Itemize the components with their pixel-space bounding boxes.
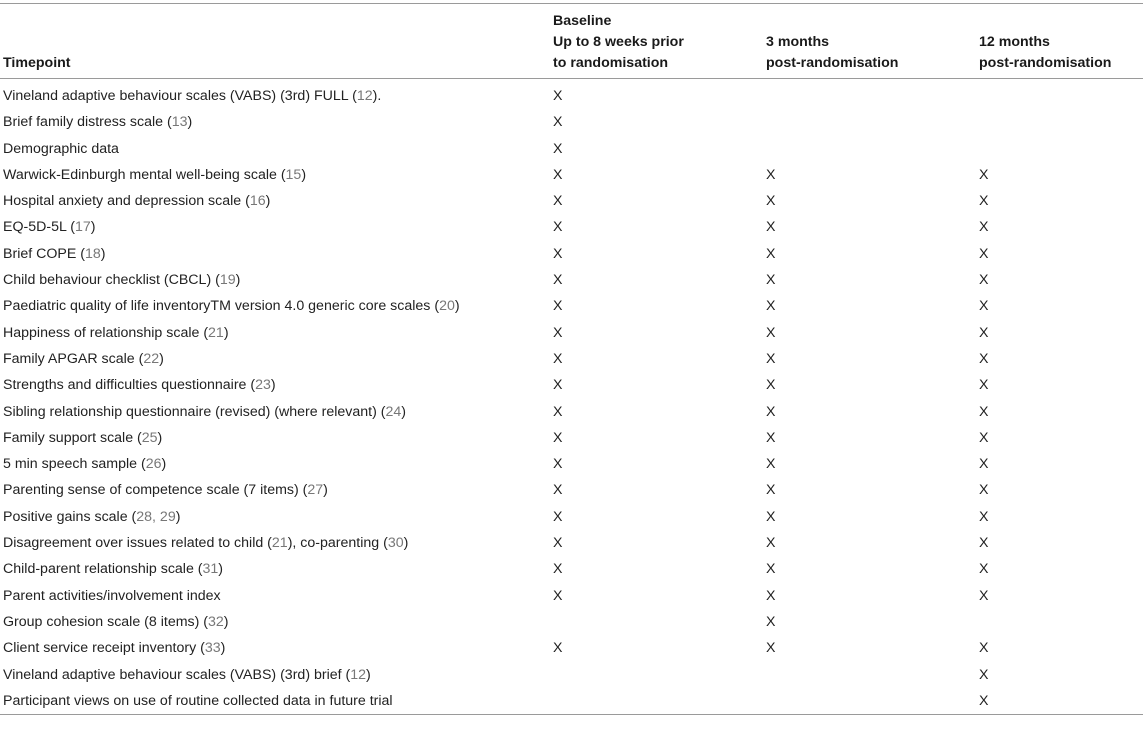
reference-link[interactable]: 12 bbox=[356, 88, 373, 104]
table-row bbox=[0, 372, 1143, 398]
baseline-mark: X bbox=[553, 456, 563, 473]
table-row bbox=[0, 136, 1143, 162]
measure-suffix: ) bbox=[223, 613, 229, 630]
table-header bbox=[0, 4, 1143, 79]
measure-suffix: ) bbox=[270, 377, 276, 394]
twelve-month-mark bbox=[979, 109, 1143, 135]
reference-link[interactable]: 13 bbox=[171, 114, 188, 131]
measure-suffix: ) bbox=[403, 535, 409, 552]
measure-text: Happiness of relationship scale ( bbox=[3, 324, 209, 341]
measure-text: Brief family distress scale ( bbox=[3, 114, 172, 131]
reference-link[interactable]: 33 bbox=[204, 640, 221, 657]
measure-suffix: ) bbox=[100, 245, 106, 262]
baseline-mark: X bbox=[553, 429, 563, 446]
measure-cell bbox=[0, 504, 553, 530]
three-month-mark: X bbox=[766, 456, 776, 473]
table-row bbox=[0, 662, 1143, 688]
twelve-month-mark bbox=[979, 136, 1143, 162]
twelve-month-mark: X bbox=[979, 482, 989, 499]
measure-cell bbox=[0, 346, 553, 372]
table-row bbox=[0, 109, 1143, 135]
measure-text: Sibling relationship questionnaire (revised) (where relevant) ( bbox=[3, 403, 386, 420]
measure-text: Warwick-Edinburgh mental well-being scale ( bbox=[3, 166, 286, 183]
reference-link[interactable]: 23 bbox=[255, 377, 271, 394]
header-baseline-group: Baseline bbox=[553, 13, 612, 29]
measure-text: Family APGAR scale ( bbox=[3, 350, 144, 367]
three-month-mark: X bbox=[766, 219, 776, 236]
measure-text: Group cohesion scale (8 items) ( bbox=[3, 613, 209, 630]
three-month-mark: X bbox=[766, 508, 776, 525]
baseline-mark: X bbox=[553, 114, 563, 131]
table-row bbox=[0, 635, 1143, 661]
measure-cell bbox=[0, 530, 553, 556]
reference-link[interactable]: 20 bbox=[439, 298, 455, 315]
table-row bbox=[0, 688, 1143, 715]
baseline-mark: X bbox=[553, 587, 563, 604]
measure-text: Paediatric quality of life inventoryTM version 4.0 generic core scales ( bbox=[3, 298, 440, 315]
table-row bbox=[0, 609, 1143, 635]
header-3m-line2: post-randomisation bbox=[766, 55, 899, 71]
measure-suffix: ) bbox=[218, 561, 224, 578]
measure-cell bbox=[0, 372, 553, 398]
three-month-mark: X bbox=[766, 561, 776, 578]
measure-suffix: ) bbox=[223, 324, 229, 341]
three-month-mark: X bbox=[766, 272, 776, 289]
table-row bbox=[0, 79, 1143, 110]
measure-text: Hospital anxiety and depression scale ( bbox=[3, 193, 250, 210]
measure-suffix: ). bbox=[372, 88, 382, 104]
three-month-mark bbox=[766, 688, 979, 715]
measure-cell bbox=[0, 136, 553, 162]
measure-cell bbox=[0, 320, 553, 346]
twelve-month-mark: X bbox=[979, 219, 989, 236]
reference-link[interactable]: 16 bbox=[249, 193, 266, 210]
three-month-mark: X bbox=[766, 350, 776, 367]
table-row bbox=[0, 583, 1143, 609]
measure-text: Participant views on use of routine collected data in future trial bbox=[3, 692, 393, 709]
twelve-month-mark bbox=[979, 609, 1143, 635]
reference-link[interactable]: 25 bbox=[141, 429, 158, 446]
measure-cell bbox=[0, 79, 553, 110]
measure-suffix: ) bbox=[301, 166, 307, 183]
twelve-month-mark: X bbox=[979, 429, 989, 446]
table-row bbox=[0, 530, 1143, 556]
measure-text: Child-parent relationship scale ( bbox=[3, 561, 203, 578]
twelve-month-mark: X bbox=[979, 350, 989, 367]
three-month-mark: X bbox=[766, 587, 776, 604]
three-month-mark bbox=[766, 79, 979, 110]
measure-suffix: ), co-parenting ( bbox=[287, 535, 388, 552]
measure-suffix: ) bbox=[366, 666, 371, 683]
table-row bbox=[0, 346, 1143, 372]
table-row bbox=[0, 425, 1143, 451]
baseline-mark: X bbox=[553, 298, 563, 315]
baseline-mark bbox=[553, 688, 766, 715]
assessment-schedule-table bbox=[0, 3, 1143, 715]
twelve-month-mark: X bbox=[979, 666, 989, 683]
twelve-month-mark: X bbox=[979, 587, 989, 604]
baseline-mark: X bbox=[553, 508, 563, 525]
twelve-month-mark: X bbox=[979, 298, 989, 315]
twelve-month-mark: X bbox=[979, 403, 989, 420]
table-row bbox=[0, 399, 1143, 425]
measure-cell bbox=[0, 109, 553, 135]
three-month-mark bbox=[766, 662, 979, 688]
measure-text: Parenting sense of competence scale (7 items) ( bbox=[3, 482, 308, 499]
table-row bbox=[0, 293, 1143, 319]
baseline-mark: X bbox=[553, 272, 563, 289]
twelve-month-mark: X bbox=[979, 193, 989, 210]
twelve-month-mark: X bbox=[979, 166, 989, 183]
three-month-mark: X bbox=[766, 166, 776, 183]
table-row bbox=[0, 188, 1143, 214]
twelve-month-mark: X bbox=[979, 377, 989, 394]
measure-cell bbox=[0, 556, 553, 582]
table-body bbox=[0, 79, 1143, 715]
twelve-month-mark: X bbox=[979, 640, 989, 657]
measure-cell bbox=[0, 451, 553, 477]
header-spacer bbox=[0, 4, 553, 32]
measure-cell bbox=[0, 477, 553, 503]
measure-text: Strengths and difficulties questionnaire ( bbox=[3, 377, 256, 394]
measure-text: Demographic data bbox=[3, 140, 119, 157]
header-12m-line1: 12 months bbox=[979, 34, 1050, 50]
measure-cell bbox=[0, 241, 553, 267]
measure-text: Family support scale ( bbox=[3, 429, 142, 446]
measure-text: Brief COPE ( bbox=[3, 245, 85, 262]
measure-cell bbox=[0, 162, 553, 188]
measure-cell bbox=[0, 425, 553, 451]
header-baseline-line1: Up to 8 weeks prior bbox=[553, 34, 684, 50]
table-row bbox=[0, 214, 1143, 240]
three-month-mark bbox=[766, 109, 979, 135]
baseline-mark: X bbox=[553, 245, 563, 262]
reference-link[interactable]: 26 bbox=[145, 456, 162, 473]
table-row bbox=[0, 320, 1143, 346]
table-row bbox=[0, 267, 1143, 293]
twelve-month-mark: X bbox=[979, 272, 989, 289]
baseline-mark: X bbox=[553, 324, 563, 341]
twelve-month-mark bbox=[979, 79, 1143, 110]
baseline-mark: X bbox=[553, 140, 563, 157]
measure-suffix: ) bbox=[187, 114, 193, 131]
three-month-mark: X bbox=[766, 640, 776, 657]
three-month-mark: X bbox=[766, 324, 776, 341]
baseline-mark bbox=[553, 609, 766, 635]
measure-cell bbox=[0, 293, 553, 319]
reference-link[interactable]: 12 bbox=[350, 666, 367, 683]
measure-suffix: ) bbox=[175, 508, 181, 525]
baseline-mark bbox=[553, 662, 766, 688]
reference-link[interactable]: 22 bbox=[143, 350, 160, 367]
measure-text: Vineland adaptive behaviour scales (VABS) (3rd) brief ( bbox=[3, 666, 351, 683]
reference-link[interactable]: 19 bbox=[219, 272, 236, 289]
twelve-month-mark: X bbox=[979, 324, 989, 341]
three-month-mark: X bbox=[766, 245, 776, 262]
three-month-mark: X bbox=[766, 613, 776, 630]
header-12m-line2: post-randomisation bbox=[979, 55, 1112, 71]
header-3m-line1: 3 months bbox=[766, 34, 830, 50]
twelve-month-mark: X bbox=[979, 508, 989, 525]
measure-cell bbox=[0, 399, 553, 425]
measure-suffix: ) bbox=[90, 219, 96, 236]
measure-suffix: ) bbox=[161, 456, 167, 473]
measure-cell bbox=[0, 188, 553, 214]
twelve-month-mark: X bbox=[979, 688, 1143, 715]
baseline-mark: X bbox=[553, 535, 563, 552]
baseline-mark: X bbox=[553, 166, 563, 183]
twelve-month-mark: X bbox=[979, 456, 989, 473]
baseline-mark: X bbox=[553, 377, 563, 394]
measure-cell bbox=[0, 214, 553, 240]
header-3-months bbox=[766, 32, 979, 79]
twelve-month-mark: X bbox=[979, 561, 989, 578]
twelve-month-mark: X bbox=[979, 535, 989, 552]
reference-link[interactable]: 24 bbox=[385, 403, 402, 420]
header-timepoint: Timepoint bbox=[0, 32, 553, 79]
twelve-month-mark: X bbox=[979, 245, 989, 262]
table-row bbox=[0, 451, 1143, 477]
measure-cell bbox=[0, 635, 553, 661]
reference-link[interactable]: 15 bbox=[285, 166, 302, 183]
three-month-mark: X bbox=[766, 298, 776, 315]
reference-link[interactable]: 21 bbox=[208, 324, 224, 341]
measure-cell bbox=[0, 583, 553, 609]
measure-text: Positive gains scale ( bbox=[3, 508, 137, 525]
three-month-mark: X bbox=[766, 535, 776, 552]
measure-suffix: ) bbox=[159, 350, 164, 367]
measure-cell bbox=[0, 609, 553, 635]
three-month-mark: X bbox=[766, 403, 776, 420]
three-month-mark: X bbox=[766, 377, 776, 394]
header-baseline-line2: to randomisation bbox=[553, 55, 669, 71]
measure-suffix: ) bbox=[454, 298, 460, 315]
reference-link[interactable]: 21 bbox=[271, 535, 288, 552]
reference-link[interactable]: 28, 29 bbox=[136, 508, 176, 525]
measure-suffix: ) bbox=[265, 193, 271, 210]
header-12-months bbox=[979, 32, 1143, 79]
measure-suffix: ) bbox=[220, 640, 226, 657]
measure-text: 5 min speech sample ( bbox=[3, 456, 146, 473]
baseline-mark: X bbox=[553, 193, 563, 210]
measure-cell bbox=[0, 688, 553, 715]
table-row bbox=[0, 162, 1143, 188]
measure-suffix: ) bbox=[401, 403, 406, 420]
measure-cell bbox=[0, 267, 553, 293]
measure-text: EQ-5D-5L ( bbox=[3, 219, 76, 236]
measure-suffix: ) bbox=[323, 482, 328, 499]
baseline-mark: X bbox=[553, 482, 563, 499]
table-row bbox=[0, 477, 1143, 503]
baseline-mark: X bbox=[553, 640, 563, 657]
baseline-mark: X bbox=[553, 561, 563, 578]
baseline-mark: X bbox=[553, 88, 563, 104]
measure-text: Client service receipt inventory ( bbox=[3, 640, 205, 657]
table-row bbox=[0, 556, 1143, 582]
header-baseline bbox=[553, 32, 766, 79]
table-row bbox=[0, 241, 1143, 267]
reference-link[interactable]: 27 bbox=[307, 482, 324, 499]
measure-suffix: ) bbox=[157, 429, 163, 446]
three-month-mark bbox=[766, 136, 979, 162]
three-month-mark: X bbox=[766, 482, 776, 499]
baseline-mark: X bbox=[553, 219, 563, 236]
reference-link[interactable]: 17 bbox=[75, 219, 91, 236]
measure-text: Disagreement over issues related to child ( bbox=[3, 535, 272, 552]
measure-cell bbox=[0, 662, 553, 688]
measure-text: Child behaviour checklist (CBCL) ( bbox=[3, 272, 220, 289]
table-row bbox=[0, 504, 1143, 530]
measure-suffix: ) bbox=[235, 272, 241, 289]
three-month-mark: X bbox=[766, 429, 776, 446]
reference-link[interactable]: 32 bbox=[208, 613, 224, 630]
reference-link[interactable]: 18 bbox=[85, 245, 101, 262]
reference-link[interactable]: 31 bbox=[202, 561, 219, 578]
reference-link[interactable]: 30 bbox=[387, 535, 404, 552]
baseline-mark: X bbox=[553, 350, 563, 367]
baseline-mark: X bbox=[553, 403, 563, 420]
measure-text: Parent activities/involvement index bbox=[3, 587, 221, 604]
measure-text: Vineland adaptive behaviour scales (VABS) (3rd) FULL ( bbox=[3, 88, 357, 104]
three-month-mark: X bbox=[766, 193, 776, 210]
